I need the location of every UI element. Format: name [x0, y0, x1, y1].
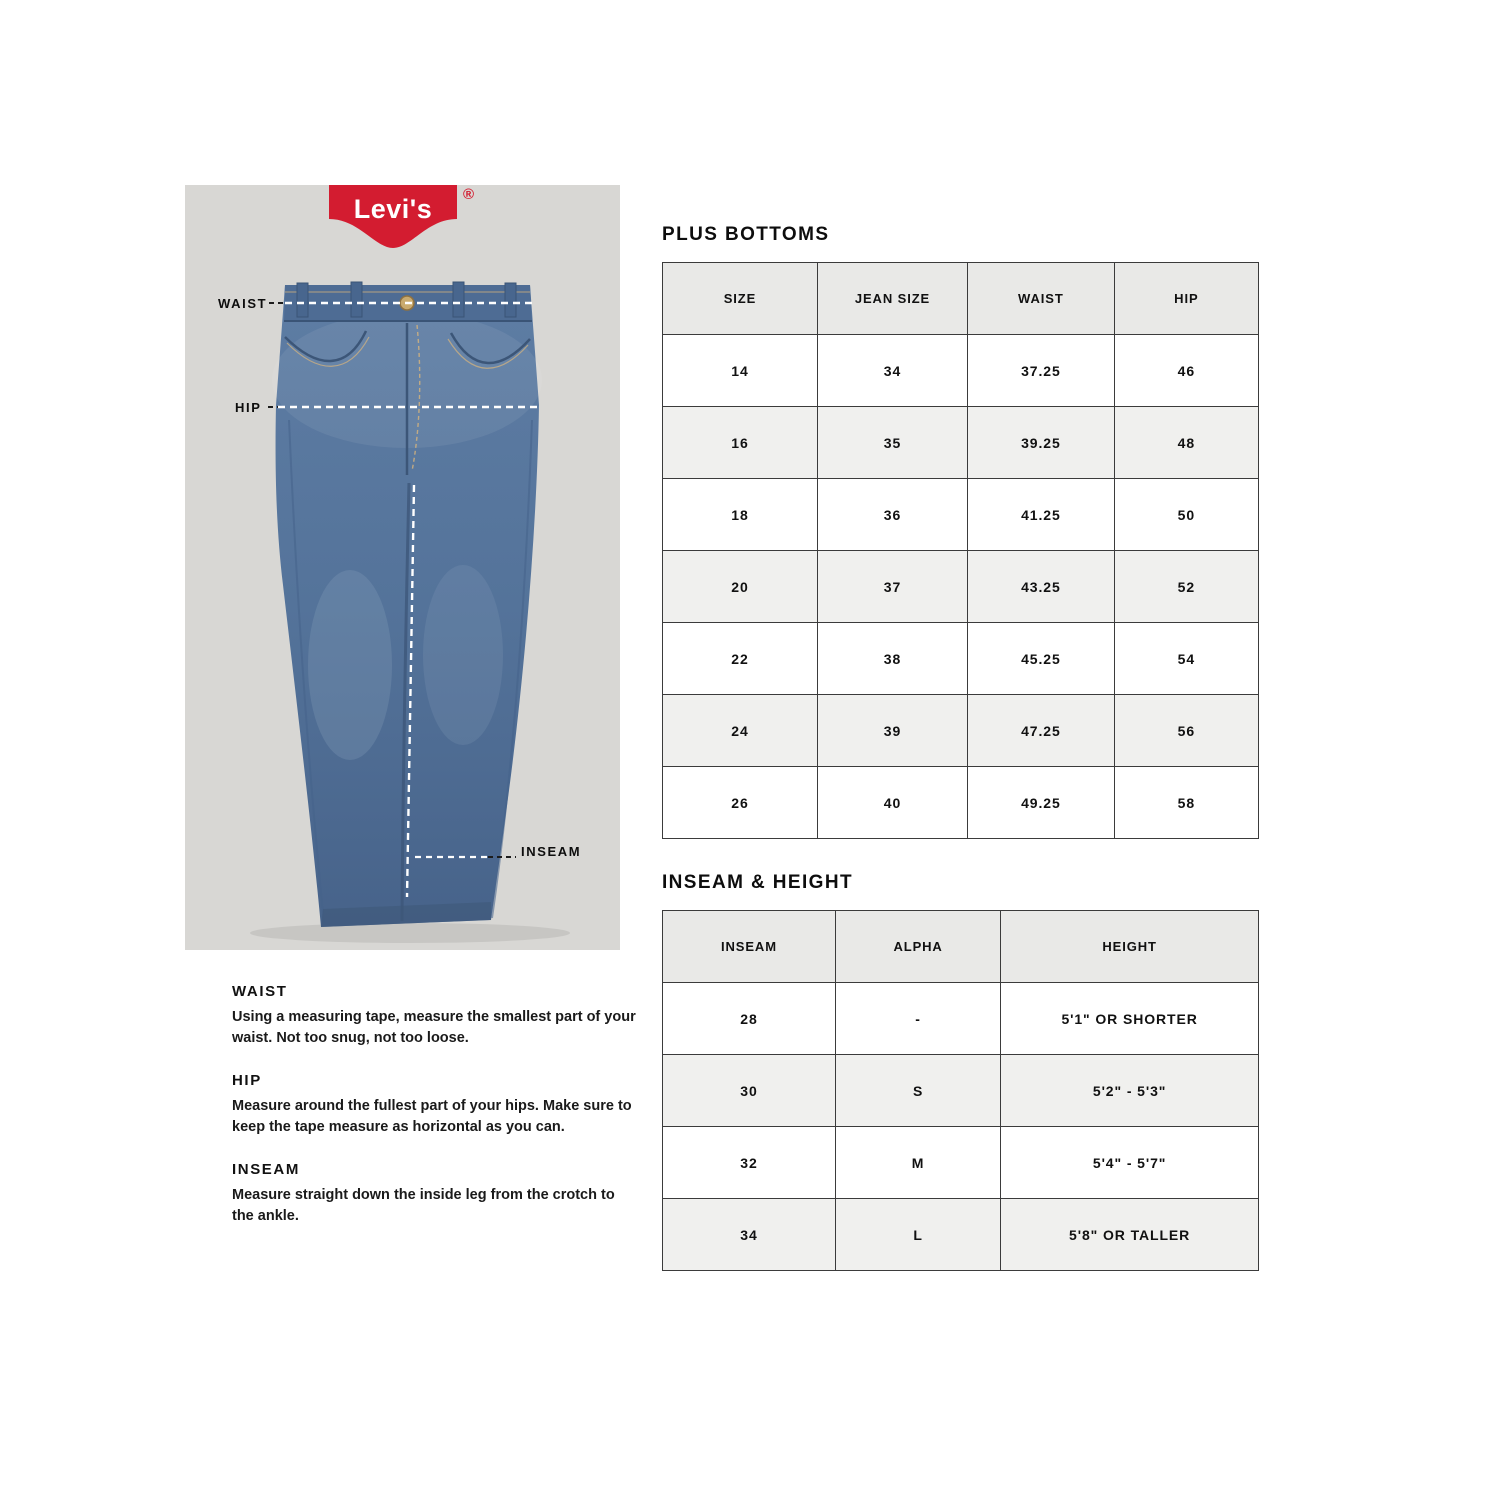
table-cell: 56 [1114, 695, 1258, 767]
table-row [663, 695, 1259, 767]
jeans-shadow [250, 923, 570, 943]
table-cell: 14 [663, 335, 818, 407]
levis-wordmark: Levi's [353, 194, 433, 224]
table-cell: 41.25 [968, 479, 1115, 551]
column-header: HIP [1114, 263, 1258, 335]
table-cell: 30 [663, 1055, 836, 1127]
inseam-definition-term: INSEAM [232, 1161, 300, 1179]
table-cell: 48 [1114, 407, 1258, 479]
plus-bottoms-table [662, 262, 1259, 839]
size-charts-column [662, 224, 1259, 1304]
table-cell: 24 [663, 695, 818, 767]
registered-trademark: ® [462, 186, 474, 203]
table-cell: 5'8" OR TALLER [1001, 1199, 1259, 1271]
table-row [663, 407, 1259, 479]
column-header: INSEAM [663, 911, 836, 983]
waist-definition-term: WAIST [232, 983, 288, 1000]
table-cell: 37 [817, 551, 967, 623]
table-cell: 39.25 [968, 407, 1115, 479]
table-row [663, 335, 1259, 407]
table-cell: 54 [1114, 623, 1258, 695]
table-cell: 28 [663, 983, 836, 1055]
table-cell: M [835, 1127, 1000, 1199]
column-header: WAIST [968, 263, 1115, 335]
table-cell: 18 [663, 479, 818, 551]
hip-definition-term: HIP [232, 1072, 262, 1090]
plus-bottoms-title: PLUS BOTTOMS [662, 224, 830, 245]
table-cell: 16 [663, 407, 818, 479]
hip-definition-text: Measure around the fullest part of your hips. Make sure to keep the tape measure as horizontal as you can. [232, 1098, 632, 1135]
column-header: SIZE [663, 263, 818, 335]
table-cell: 50 [1114, 479, 1258, 551]
jeans-body [272, 282, 542, 927]
table-row [663, 767, 1259, 839]
measurement-definitions [232, 983, 636, 1250]
table-cell: 35 [817, 407, 967, 479]
waist-label: WAIST [218, 296, 268, 311]
inseam-label: INSEAM [521, 844, 582, 859]
header-row [663, 263, 1259, 335]
table-row [663, 1055, 1259, 1127]
inseam-definition-text: Measure straight down the inside leg from the crotch to the ankle. [232, 1187, 615, 1224]
table-row [663, 983, 1259, 1055]
table-cell: 46 [1114, 335, 1258, 407]
inseam-height-title: INSEAM & HEIGHT [662, 872, 853, 893]
table-cell: 38 [817, 623, 967, 695]
table-cell: 34 [663, 1199, 836, 1271]
header-row [663, 911, 1259, 983]
table-cell: 40 [817, 767, 967, 839]
table-cell: 47.25 [968, 695, 1115, 767]
table-cell: 5'1" OR SHORTER [1001, 983, 1259, 1055]
waist-definition-text: Using a measuring tape, measure the smallest part of your waist. Not too snug, not too loose. [232, 1009, 636, 1046]
table-cell: 32 [663, 1127, 836, 1199]
table-cell: 45.25 [968, 623, 1115, 695]
table-cell: L [835, 1199, 1000, 1271]
column-header: JEAN SIZE [817, 263, 967, 335]
table-cell: 58 [1114, 767, 1258, 839]
table-cell: 5'4" - 5'7" [1001, 1127, 1259, 1199]
table-cell: 34 [817, 335, 967, 407]
table-row [663, 623, 1259, 695]
table-row [663, 479, 1259, 551]
table-cell: 20 [663, 551, 818, 623]
jeans-diagram-panel [185, 185, 620, 950]
table-cell: 43.25 [968, 551, 1115, 623]
inseam-height-table [662, 910, 1259, 1271]
table-cell: 39 [817, 695, 967, 767]
table-cell: 52 [1114, 551, 1258, 623]
table-cell: 5'2" - 5'3" [1001, 1055, 1259, 1127]
table-cell: S [835, 1055, 1000, 1127]
levis-logo [329, 185, 474, 257]
column-header: HEIGHT [1001, 911, 1259, 983]
table-cell: 36 [817, 479, 967, 551]
table-cell: - [835, 983, 1000, 1055]
table-cell: 22 [663, 623, 818, 695]
hip-label: HIP [235, 400, 262, 415]
table-cell: 49.25 [968, 767, 1115, 839]
table-row [663, 1127, 1259, 1199]
table-cell: 26 [663, 767, 818, 839]
table-row [663, 551, 1259, 623]
column-header: ALPHA [835, 911, 1000, 983]
table-cell: 37.25 [968, 335, 1115, 407]
table-row [663, 1199, 1259, 1271]
